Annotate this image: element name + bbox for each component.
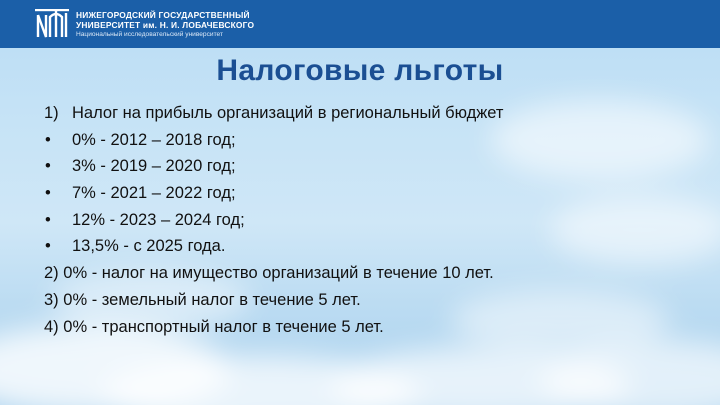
list-item xyxy=(44,233,694,260)
university-header-bar xyxy=(0,0,720,48)
item-lead: 0% xyxy=(63,317,88,336)
item-text: 0% - 2012 – 2018 год; xyxy=(72,130,236,149)
slide-title: Налоговые льготы xyxy=(216,54,504,87)
list-item xyxy=(44,207,694,234)
item-text: 7% - 2021 – 2022 год; xyxy=(72,184,236,203)
item-text: 13,5% - с 2025 года. xyxy=(72,237,226,256)
list-item xyxy=(44,153,694,180)
list-item xyxy=(44,127,694,154)
bullet-marker: • xyxy=(45,210,51,229)
item-text: 3% - 2019 – 2020 год; xyxy=(72,157,236,176)
item-marker: 1) xyxy=(44,104,59,122)
item-text: - налог на имущество организаций в течение 10 лет. xyxy=(87,264,494,283)
list-item xyxy=(44,260,694,287)
university-name-line1: НИЖЕГОРОДСКИЙ ГОСУДАРСТВЕННЫЙ xyxy=(76,10,250,20)
item-lead: 0% xyxy=(63,264,88,283)
list-item xyxy=(44,287,694,314)
item-text: - земельный налог в течение 5 лет. xyxy=(87,290,361,309)
list-item xyxy=(44,180,694,207)
item-marker: 2) xyxy=(44,264,59,283)
bullet-marker: • xyxy=(45,184,51,203)
item-text: 12% - 2023 – 2024 год; xyxy=(72,210,245,229)
item-text: Налог на прибыль организаций в региональный бюджет xyxy=(72,104,504,122)
bullet-marker: • xyxy=(45,130,51,149)
bullet-marker: • xyxy=(45,157,51,176)
university-logo-icon xyxy=(34,7,70,41)
item-text: - транспортный налог в течение 5 лет. xyxy=(87,317,384,336)
university-name-line2: УНИВЕРСИТЕТ им. Н. И. ЛОБАЧЕВСКОГО xyxy=(76,20,255,30)
university-subtitle: Национальный исследовательский университет xyxy=(76,31,223,38)
item-marker: 3) xyxy=(44,290,59,309)
list-item xyxy=(44,314,694,341)
item-lead: 0% xyxy=(63,290,88,309)
slide-body xyxy=(44,100,694,340)
item-marker: 4) xyxy=(44,317,59,336)
bullet-marker: • xyxy=(45,237,51,256)
list-item xyxy=(44,100,694,127)
